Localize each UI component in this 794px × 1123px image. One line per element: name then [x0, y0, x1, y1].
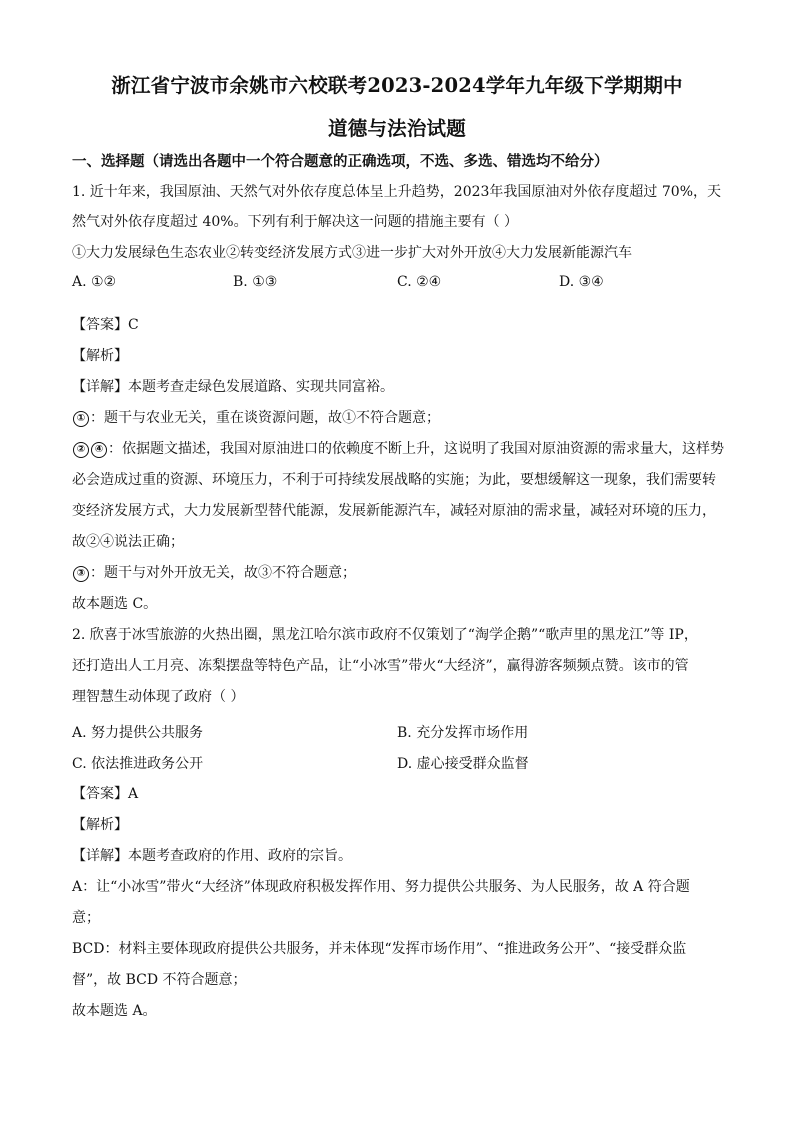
q2-stem-line: 理智慧生动体现了政府（ ）	[72, 689, 245, 705]
q2-conclusion: 故本题选 A。	[72, 1003, 157, 1019]
q2-point-bcd-cont: 督”，故 BCD 不符合题意；	[72, 972, 247, 988]
q1-point-2-cont: 故②④说法正确；	[72, 534, 184, 550]
q1-option-b: B. ①③	[233, 274, 278, 290]
q2-analysis-label: 【解析】	[72, 817, 128, 833]
q1-point-2-cont: 必会造成过重的资源、环境压力，不利于可持续发展战略的实施；为此，要想缓解这一现象，我们需要转	[72, 472, 716, 488]
q2-option-a: A. 努力提供公共服务	[72, 725, 204, 741]
q1-point-2-cont: 变经济发展方式，大力发展新型替代能源，发展新能源汽车，减轻对原油的需求量，减轻对环境的压力，	[72, 503, 716, 519]
circled-number: ④	[91, 442, 107, 458]
document-title: 浙江省宁波市余姚市六校联考2023-2024学年九年级下学期期中	[111, 74, 683, 97]
q1-point-1: ① ：题干与农业无关，重在谈资源问题，故①不符合题意；	[72, 408, 732, 428]
q2-point-a: A：让“小冰雪”带火“大经济”体现政府积极发挥作用、努力提供公共服务、为人民服务，故 A 符合题	[72, 879, 690, 895]
q1-choices: ①大力发展绿色生态农业②转变经济发展方式③进一步扩大对外开放④大力发展新能源汽车	[72, 245, 632, 261]
circled-number: ②	[73, 442, 89, 458]
q1-detail: 【详解】本题考查走绿色发展道路、实现共同富裕。	[72, 379, 394, 395]
q1-option-d: D. ③④	[559, 274, 604, 290]
q2-stem-line: 2. 欣喜于冰雪旅游的火热出圈，黑龙江哈尔滨市政府不仅策划了“淘学企鹅”“歌声里的黑龙江”等 IP，	[72, 627, 698, 643]
q1-point-2: ② ④ ：依据题文描述，我国对原油进口的依赖度不断上升，这说明了我国对原油资源的需求量大，这样势	[72, 439, 732, 459]
q1-point-3: ③ ：题干与对外开放无关，故③不符合题意；	[72, 563, 732, 583]
q1-option-c: C. ②④	[397, 274, 442, 290]
document-subtitle: 道德与法治试题	[328, 117, 466, 140]
q2-option-d: D. 虚心接受群众监督	[397, 756, 529, 772]
q2-point-bcd: BCD：材料主要体现政府提供公共服务，并未体现“发挥市场作用”、“推进政务公开”、“接受群众监	[72, 941, 687, 957]
q2-point-a-cont: 意；	[72, 910, 100, 926]
q1-option-a: A. ①②	[72, 274, 117, 290]
section-heading: 一、选择题（请选出各题中一个符合题意的正确选项，不选、多选、错选均不给分）	[72, 153, 609, 170]
q1-conclusion: 故本题选 C。	[72, 596, 158, 612]
q1-analysis-label: 【解析】	[72, 348, 128, 364]
q1-stem-line: 然气对外依存度超过 40%。下列有利于解决这一问题的措施主要有（ ）	[72, 214, 519, 230]
q2-detail: 【详解】本题考查政府的作用、政府的宗旨。	[72, 848, 352, 864]
circled-number: ①	[73, 411, 89, 427]
q1-stem-line: 1. 近十年来，我国原油、天然气对外依存度总体呈上升趋势，2023年我国原油对外依存度超过 70%，天	[72, 184, 722, 200]
q2-option-b: B. 充分发挥市场作用	[397, 725, 529, 741]
q2-option-c: C. 依法推进政务公开	[72, 756, 204, 772]
q1-answer: 【答案】C	[72, 317, 139, 333]
q2-stem-line: 还打造出人工月亮、冻梨摆盘等特色产品，让“小冰雪”带火“大经济”，赢得游客频频点赞。该市的管	[72, 658, 689, 674]
circled-number: ③	[73, 566, 89, 582]
q2-answer: 【答案】A	[72, 786, 139, 802]
